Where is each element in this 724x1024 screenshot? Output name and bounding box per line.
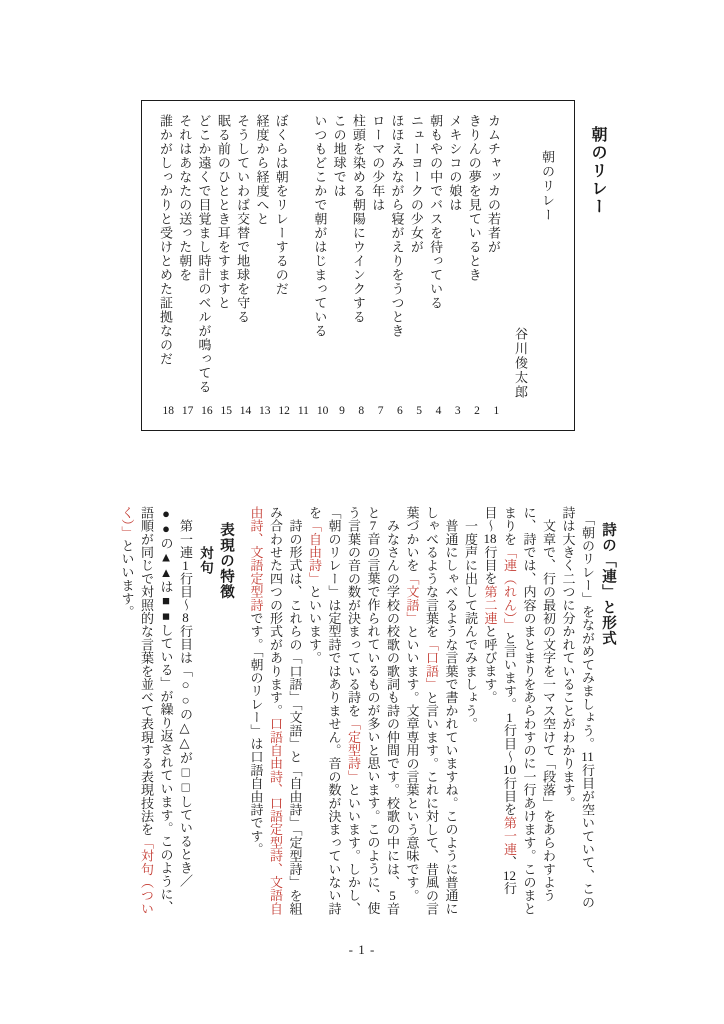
- poem-author-column: [513, 114, 533, 417]
- text-run: 8: [182, 611, 189, 625]
- section-heading-ren-and-form: 詩の「連」と形式: [600, 522, 616, 646]
- text-run: と呼びます。: [482, 624, 498, 704]
- paragraph: [246, 506, 305, 916]
- poem-line-text: ぼくらは朝をリレーするのだ: [273, 114, 289, 296]
- poem-line: [448, 114, 467, 417]
- poem-line: [159, 114, 178, 417]
- poem-line: [390, 114, 409, 417]
- poem-line-number: 15: [220, 405, 232, 417]
- poem-line-number: 11: [297, 405, 309, 417]
- poem-line: [410, 114, 429, 417]
- section-heading-expression-features: 表現の特徴: [218, 522, 234, 600]
- poem-line-number: 3: [454, 405, 461, 417]
- poem-line-number: 17: [181, 405, 194, 417]
- text-run: といいます。しかし、「朝のリレー」は定型詩ではありません。音の数が決まっていない詩を: [307, 506, 361, 916]
- text-run: 音と: [365, 506, 400, 916]
- text-run: 第一連: [178, 506, 193, 559]
- poem-line-text: 朝もやの中でバスを待っている: [428, 114, 444, 310]
- text-run: といいます。: [119, 539, 135, 619]
- text-run: 11: [581, 750, 594, 764]
- poem-line-text: ローマの少年は: [370, 114, 386, 212]
- poem-title-column: [540, 114, 560, 417]
- text-run: と言います。これに対して、昔風の言葉づかいを: [404, 506, 439, 916]
- poem-line-number: 13: [259, 405, 271, 417]
- poem-line-text: きりんの夢を見ているとき: [466, 114, 482, 282]
- text-run: 行目〜: [178, 571, 193, 612]
- poem-line: [332, 114, 351, 417]
- subheading-taiku: 対句: [198, 546, 213, 575]
- text-run: 普通にしゃべるような言葉で書かれていますね。このように普通にしゃべるような言葉を: [424, 506, 459, 916]
- poem-line: [487, 114, 506, 417]
- text-run: 5: [389, 888, 396, 902]
- poem-line-number: 7: [377, 405, 384, 417]
- text-run: 10: [503, 763, 516, 777]
- text-run: 「朝のリレー」をながめてみましょう。: [580, 506, 595, 751]
- text-run: 1: [182, 558, 189, 572]
- text-run: 行目は「○○の△△が□□しているとき／●●の▲▲は■■している」が繰り返されています。このように、語順が同じで対照的な言葉を並べて表現する表現技法を: [139, 506, 193, 914]
- text-run: 文章で、行の最初の文字を一マス空けて「段落」をあらわすように、詩では、内容のまとまりをあらわすのに一行あけます。このまとまりを: [502, 506, 556, 916]
- text-run: 、: [502, 855, 517, 869]
- text-run: 詩の形式は、これらの「口語」「文語」と「自由詩」「定型詩」を組み合わせた四つの形式があります。: [268, 506, 303, 916]
- text-run: 音の言葉で作られているものが多いと思います。このように、使う言葉の音の数が決まっている詩を: [346, 506, 381, 916]
- poem-line: [467, 114, 486, 417]
- text-run: 行目が空いていて、この詩は大きく二つに分かれていることがわかります。: [560, 506, 595, 909]
- text-run: 一度声に出して読んでみましょう。: [463, 506, 478, 731]
- poem-line-text: 誰かがしっかりと受けとめた証拠なのだ: [157, 114, 173, 366]
- text-run: です。「朝のリレー」は口語自由詩です。: [248, 611, 264, 856]
- poem-line: [197, 114, 216, 417]
- highlighted-term: 第一連: [502, 815, 517, 856]
- paragraph: [558, 506, 597, 916]
- page-title: 朝のリレー: [589, 126, 606, 216]
- highlighted-term: 「口語」: [424, 638, 439, 691]
- poem-content: [150, 114, 560, 417]
- poem-line: [371, 114, 390, 417]
- text-run: 1: [506, 710, 513, 724]
- poem-author: 谷川俊太郎: [513, 327, 528, 400]
- poem-line-text: いつもどこかで朝がはじまっている: [312, 114, 328, 338]
- page-number: - 1 -: [348, 942, 376, 957]
- poem-line-number: 16: [201, 405, 213, 417]
- poem-line: [255, 114, 274, 417]
- poem-line-text: 経度から経度へと: [254, 114, 270, 226]
- poem-line-number: 4: [435, 405, 442, 417]
- poem-line: [236, 114, 255, 417]
- poem-line: [217, 114, 236, 417]
- text-run: 18: [483, 532, 497, 546]
- poem-line-text: 柱頭を染める朝陽にウインクする: [350, 114, 366, 324]
- poem-line-text: ほほえみながら寝がえりをうつとき: [389, 114, 405, 338]
- text-run: 行目〜: [502, 723, 517, 764]
- poem-line-number: 2: [474, 405, 480, 417]
- poem-line-blank: [294, 114, 313, 417]
- poem-line: [429, 114, 448, 417]
- poem-line-text: メキシコの娘は: [447, 114, 463, 212]
- poem-line-text: それはあなたの送った朝を: [177, 114, 193, 282]
- text-run: 12: [503, 868, 516, 882]
- paragraph: [461, 506, 481, 916]
- poem-line: [313, 114, 332, 417]
- text-run: 7: [369, 519, 377, 533]
- poem-title: 朝のリレー: [540, 150, 555, 223]
- poem-line-number: 5: [416, 405, 423, 417]
- poem-line-text: そうしていわば交替で地球を守る: [235, 114, 251, 324]
- poem-line-text: この地球では: [331, 114, 347, 198]
- highlighted-term: 「対句（ついく）」: [119, 506, 154, 916]
- highlighted-term: 第二連: [482, 585, 498, 625]
- text-run: 行目〜: [482, 506, 517, 895]
- text-run: 行目を: [502, 776, 517, 816]
- paragraph: [480, 506, 558, 916]
- poem-line-number: 8: [358, 405, 365, 417]
- text-run: といいます。: [307, 585, 322, 665]
- poem-line: [274, 114, 293, 417]
- text-run: みなさんの学校の校歌の歌詞も詩の仲間です。校歌の中には、: [385, 506, 400, 889]
- poem-line-text: 眠る前のひととき耳をすますと: [215, 114, 231, 310]
- highlighted-term: 「自由詩」: [307, 519, 322, 586]
- poem-line-text: ニューヨークの少女が: [408, 114, 424, 254]
- poem-box: [141, 100, 575, 431]
- poem-line-number: 18: [162, 405, 175, 417]
- paragraph: [402, 506, 461, 916]
- text-run: と言います。: [502, 631, 517, 711]
- text-run: 行目を: [482, 545, 498, 586]
- poem-line-number: 6: [396, 405, 403, 417]
- highlighted-term: 「文語」: [404, 572, 420, 625]
- poem-line-number: 12: [278, 405, 290, 417]
- poem-line: [352, 114, 371, 417]
- highlighted-term: 「定型詩」: [346, 717, 361, 784]
- commentary-section: [110, 506, 618, 916]
- poem-line-number: 1: [493, 405, 500, 417]
- poem-line-number: 10: [316, 405, 329, 417]
- poem-line: [178, 114, 197, 417]
- highlighted-term: 口語自由詩、口語定型詩、文語自由詩、文語定型詩: [248, 506, 283, 916]
- paragraph: [305, 506, 403, 916]
- poem-line-text: カムチャッカの若者が: [486, 114, 501, 254]
- poem-line-number: 14: [239, 405, 252, 417]
- poem-line-number: 9: [339, 405, 345, 417]
- poem-line-text: どこか遠くで目覚まし時計のベルが鳴ってる: [196, 114, 212, 394]
- paragraph: [117, 506, 195, 916]
- text-run: といいます。文章専用の言葉という意味です。: [404, 624, 420, 903]
- highlighted-term: 「連（れん）」: [502, 545, 517, 632]
